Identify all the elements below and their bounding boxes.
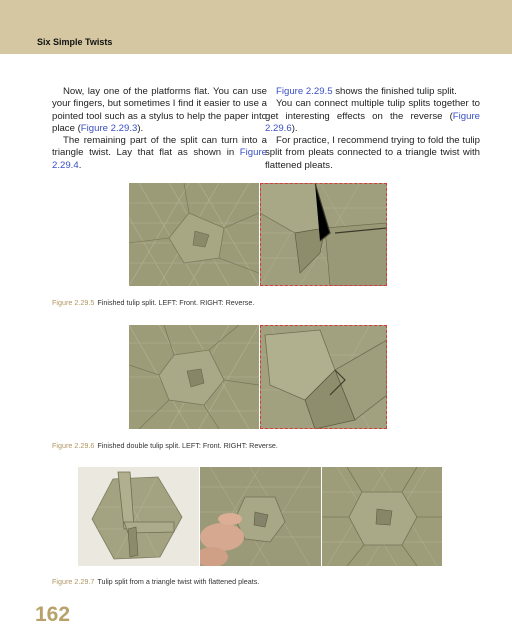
paragraph-text: ).	[137, 122, 144, 134]
figure-number: Figure 2.29.5	[52, 298, 95, 307]
body-column-left	[52, 86, 267, 172]
figure-2-29-6-caption	[52, 441, 278, 450]
caption-text: Tulip split from a triangle twist with flattened pleats.	[97, 577, 260, 586]
paragraph-text: You can connect multiple tulip splits together to get interesting effects on the reverse (	[265, 98, 480, 122]
paragraph-text: For practice, I recommend trying to fold the tulip split from pleats connected to a triangle twist with flattened pleats.	[265, 135, 480, 171]
paragraph	[52, 86, 267, 135]
page-number: 162	[35, 603, 71, 626]
figure-reference-link[interactable]: Figure 2.29.4	[52, 147, 267, 171]
figure-2-29-6-reverse-photo	[260, 325, 387, 429]
figure-2-29-7-caption	[52, 577, 259, 586]
paragraph-text: .	[78, 159, 82, 171]
paragraph	[265, 98, 480, 135]
figure-reference-link[interactable]: Figure 2.29.5	[276, 86, 333, 97]
figure-reference-link[interactable]: Figure 2.29.6	[265, 110, 480, 134]
figure-2-29-5-reverse-photo	[260, 183, 387, 286]
paragraph-text: Now, lay one of the platforms flat. You can use your fingers, but sometimes I find it easier to use a pointed tool such as a stylus to help the paper into place (	[52, 86, 267, 134]
figure-reference-link[interactable]: Figure 2.29.3	[80, 122, 138, 134]
running-header: Six Simple Twists	[37, 37, 113, 47]
header-band	[0, 0, 512, 54]
paragraph-text: The remaining part of the split can turn into a triangle twist. Lay that flat as shown in	[52, 135, 267, 159]
paragraph-text: shows the finished tulip split.	[332, 86, 457, 97]
paragraph-text: ).	[291, 122, 298, 134]
figure-number: Figure 2.29.7	[52, 577, 95, 586]
paragraph	[52, 135, 267, 172]
figure-2-29-5-front-photo	[129, 183, 259, 286]
figure-number: Figure 2.29.6	[52, 441, 95, 450]
body-column-right	[265, 86, 480, 172]
figure-2-29-7-photo-2	[200, 467, 321, 566]
paragraph	[265, 86, 480, 98]
paragraph	[265, 135, 480, 172]
figure-2-29-6-front-photo	[129, 325, 259, 429]
figure-2-29-7-photo-1	[78, 467, 199, 566]
figure-2-29-5-caption	[52, 298, 254, 307]
figure-2-29-7-photo-3	[322, 467, 442, 566]
caption-text: Finished tulip split. LEFT: Front. RIGHT: Reverse.	[97, 298, 255, 307]
caption-text: Finished double tulip split. LEFT: Front. RIGHT: Reverse.	[97, 441, 278, 450]
